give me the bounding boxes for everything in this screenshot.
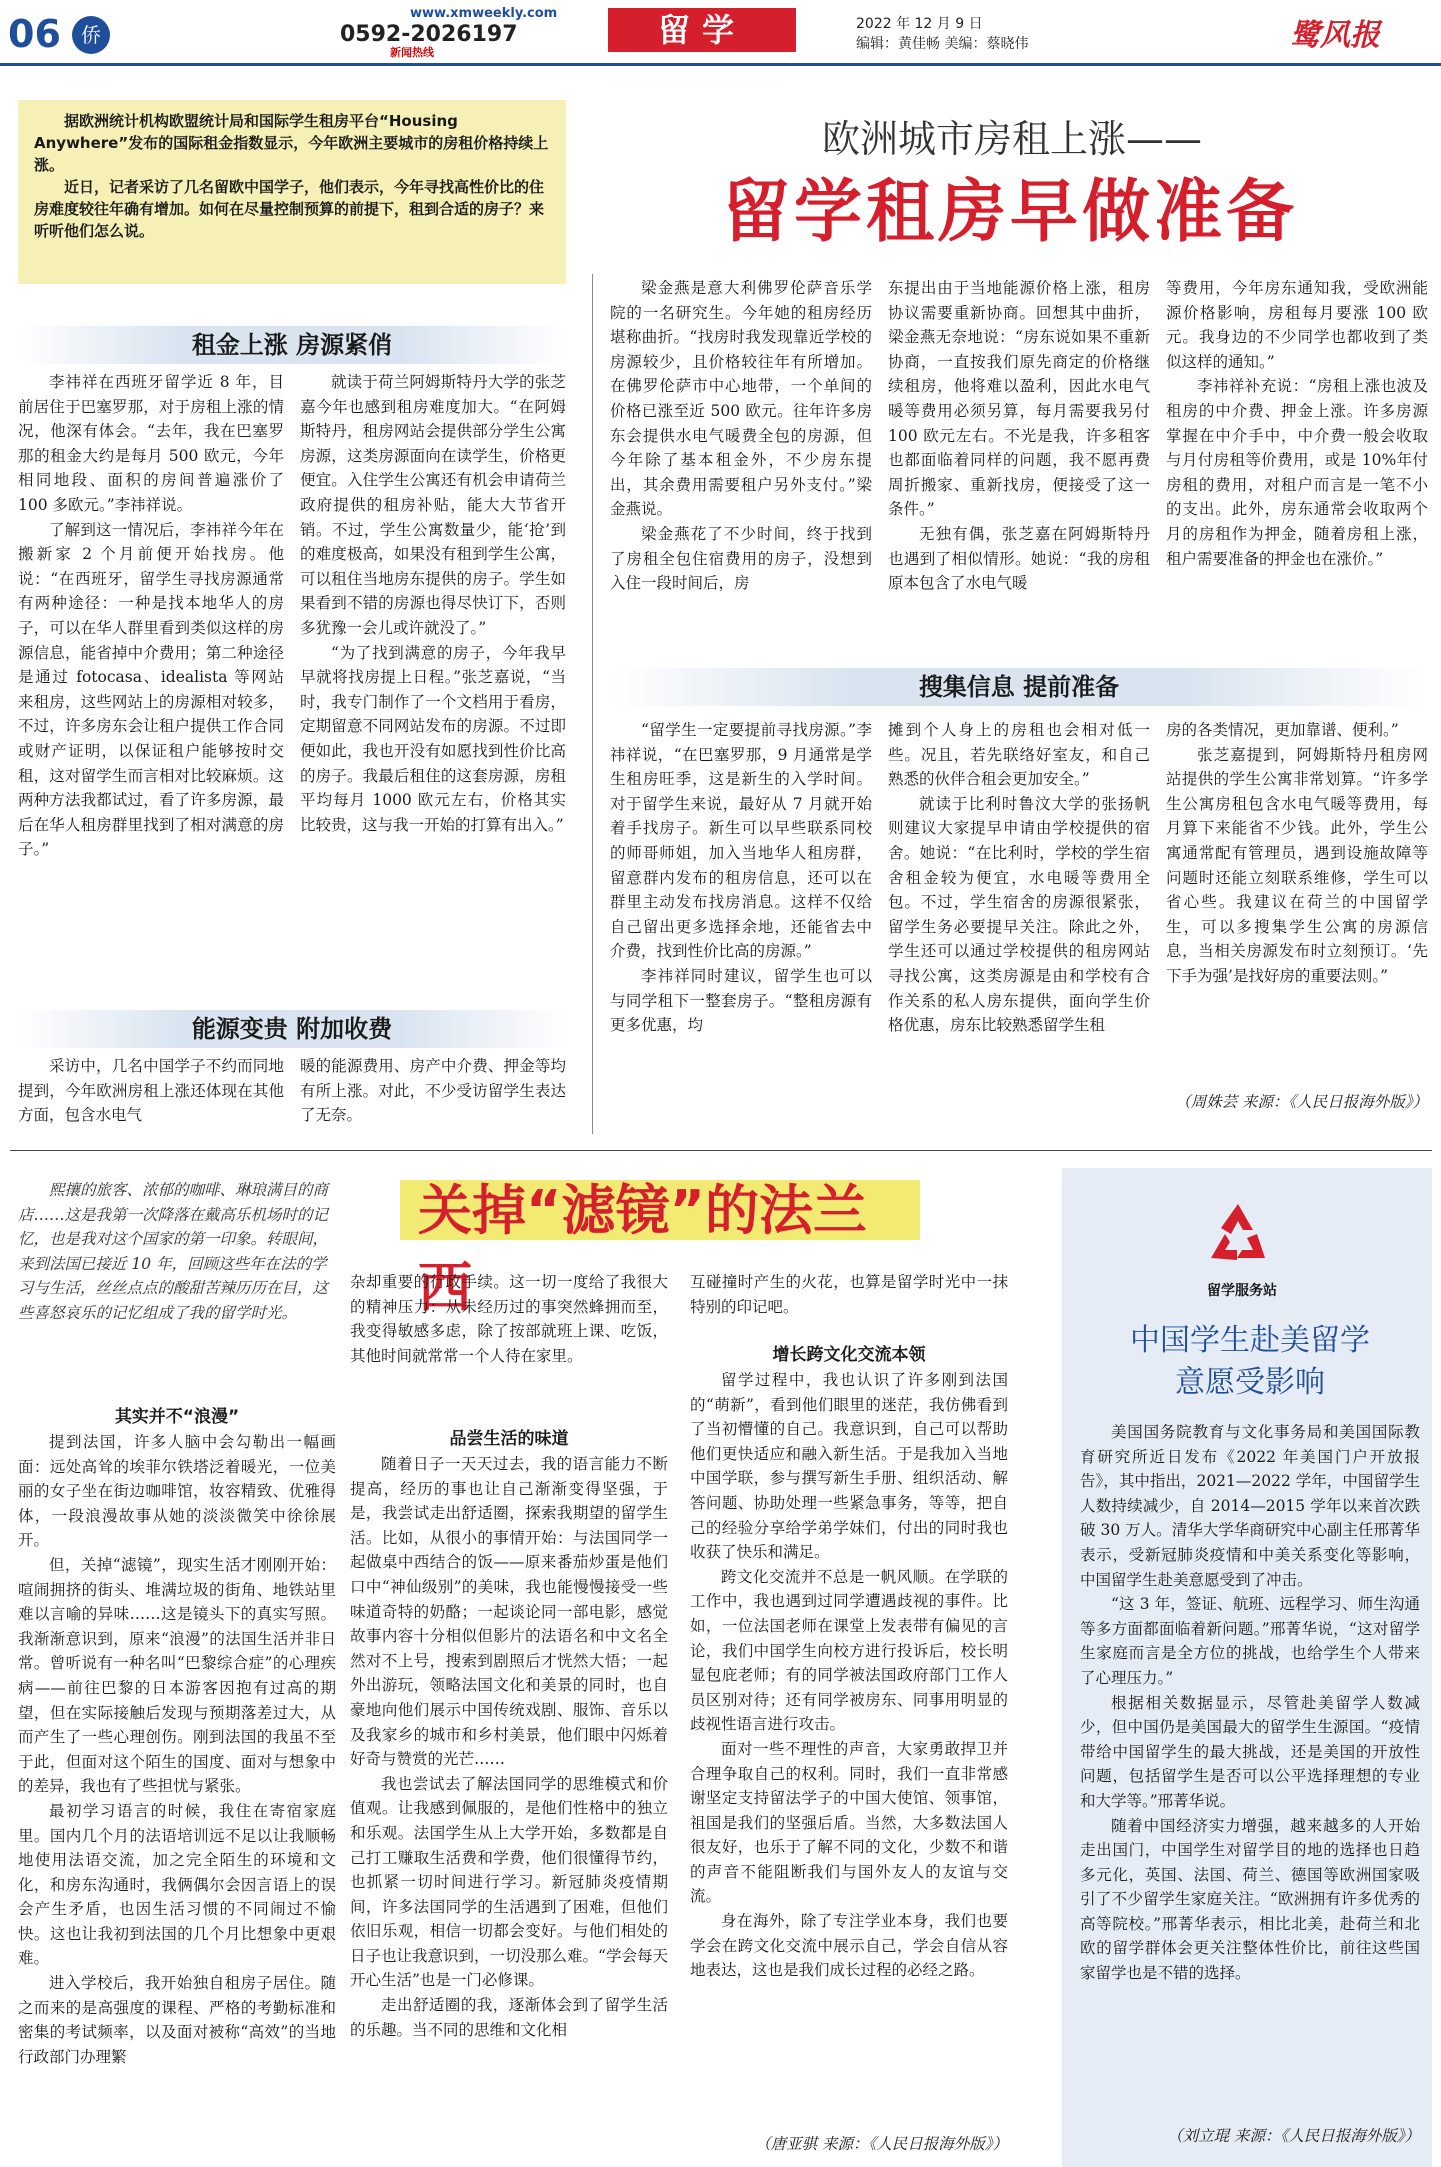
article2-headline: 关掉“滤镜”的法兰西 bbox=[418, 1179, 867, 1319]
sidebar-title-line: 意愿受影响 bbox=[1175, 1365, 1325, 1400]
masthead-logo: 鹭风报 bbox=[1290, 18, 1380, 53]
page-header bbox=[0, 0, 1441, 60]
section-badge: 侨 bbox=[72, 16, 110, 54]
paragraph: 摊到个人身上的房租也会相对低一些。况且，若先联络好室友，和自己熟悉的伙伴合租会更加安全。” bbox=[888, 721, 1150, 789]
website-link[interactable]: www.xmweekly.com bbox=[410, 6, 558, 21]
article1-column bbox=[300, 1054, 566, 1132]
issue-date: 2022 年 12 月 9 日 bbox=[856, 16, 983, 32]
article1-byline: （周姝芸 来源：《人民日报海外版》） bbox=[1175, 1093, 1428, 1111]
paragraph: 等费用，今年房东通知我，受欧洲能源价格影响，房租每月要涨 100 欧元。我身边的不少同学也都收到了类似这样的通知。” bbox=[1166, 279, 1428, 371]
section-title: 留学 bbox=[608, 8, 796, 52]
paragraph: 李祎祥同时建议，留学生也可以与同学租下一整套房子。“整租房源有更多优惠，均 bbox=[610, 966, 872, 1035]
article1-column bbox=[1166, 276, 1428, 648]
paragraph: 就读于荷兰阿姆斯特丹大学的张芝嘉今年也感到租房难度加大。“在阿姆斯特丹，租房网站会提供部分学生公寓房源，这类房源面向在读学生，价格更便宜。入住学生公寓还有机会申请荷兰政府提供的租房补贴，能大大节省开销。不过，学生公寓数量少，能‘抢’到的难度极高，如果没有租到学生公寓，可以租住当地房东提供的房子。学生如果看到不错的房源也得尽快订下，否则多犹豫一会儿或许就没了。” bbox=[300, 373, 566, 637]
sidebar-body bbox=[1080, 1420, 1420, 2122]
paragraph: 随着日子一天天过去，我的语言能力不断提高，经历的事也让自己渐渐变得坚强，于是，我尝试走出舒适圈，探索我期望的留学生活。比如，从很小的事情开始：与法国同学一起做桌中西结合的饭——原来番茄炒蛋是他们口中“神仙级别”的美味，我也能慢慢接受一些味道奇特的奶酪；一起谈论同一部电影，感觉故事内容十分相似但影片的法语名和中文名全然对不上号，搜索到剧照后才恍然大悟；一起外出游玩，领略法国文化和美景的同时，也自豪地向他们展示中国传统戏剧、服饰、音乐以及我家乡的城市和乡村美景，他们眼中闪烁着好奇与赞赏的光芒…… bbox=[350, 1455, 668, 1769]
hotline-number: 0592-2026197 bbox=[340, 22, 518, 47]
subhead-not-romantic: 其实并不“浪漫” bbox=[114, 1407, 240, 1427]
section-rule bbox=[10, 1150, 1432, 1151]
paragraph: 跨文化交流并不总是一帆风顺。在学联的工作中，我也遇到过同学遭遇歧视的事件。比如，一位法国老师在课堂上发表带有偏见的言论，我们中国学生向校方进行投诉后，校长明显包庇老师；有的同学被法国政府部门工作人员区别对待；还有同学被房东、同事用明显的歧视性语言进行攻击。 bbox=[690, 1567, 1008, 1734]
subhead-crossculture: 增长跨文化交流本领 bbox=[772, 1345, 926, 1365]
paragraph: 进入学校后，我开始独自租房子居住。随之而来的是高强度的课程、严格的考勤标准和密集的考试频率，以及面对被称“高效”的当地行政部门办理繁 bbox=[18, 1974, 336, 2066]
paragraph: 提到法国，许多人脑中会勾勒出一幅画面：远处高耸的埃菲尔铁塔泛着暖光，一位美丽的女子坐在街边咖啡馆，妆容精致、优雅得体，一段浪漫故事从她的淡淡微笑中徐徐展开。 bbox=[18, 1433, 336, 1550]
paragraph: 杂却重要的行政手续。这一切一度给了我很大的精神压力：从未经历过的事突然蜂拥而至，我变得敏感多虑，除了按部就班上课、吃饭，其他时间就常常一个人待在家里。 bbox=[350, 1273, 668, 1365]
article1-column bbox=[888, 276, 1150, 648]
article2-intro bbox=[18, 1178, 336, 1326]
subhead-rent-rise: 租金上涨 房源紧俏 bbox=[18, 326, 566, 364]
paragraph: 随着中国经济实力增强，越来越多的人开始走出国门，中国学生对留学目的地的选择也日趋多元化，英国、法国、荷兰、德国等欧洲国家吸引了不少留学生家庭关注。“欧洲拥有许多优秀的高等院校。”邢菁华表示，相比北美，赴荷兰和北欧的留学群体会更关注整体性价比，前往这些国家留学也是不错的选择。 bbox=[1080, 1816, 1420, 1983]
article2-column bbox=[350, 1452, 668, 2162]
paragraph: 东提出由于当地能源价格上涨，租房协议需要重新协商。回想其中曲折，梁金燕无奈地说：“房东说如果不重新协商，一直按我们原先商定的价格继续租房，他将难以盈利，因此水电气暖等费用必须另算，每月需要我另付 100 欧元左右。不光是我，许多租客也都面临着同样的问题，我不愿再费周折搬家、重新找房，便接受了这一条件。” bbox=[888, 279, 1150, 519]
paragraph: 房的各类情况，更加靠谱、便利。” bbox=[1166, 721, 1399, 739]
article1-column bbox=[18, 1054, 284, 1132]
article2-column bbox=[690, 1368, 1008, 2128]
article1-lead bbox=[18, 100, 566, 284]
sidebar-title bbox=[1080, 1320, 1420, 1404]
recycle-icon bbox=[1203, 1200, 1273, 1270]
article1-column bbox=[610, 276, 872, 648]
paragraph: 最初学习语言的时候，我住在寄宿家庭里。国内几个月的法语培训远不足以让我顺畅地使用法语交流，加之完全陌生的环境和文化，和房东沟通时，我俩偶尔会因言语上的误会产生矛盾，也因生活习惯的不同闹过不愉快。这也让我初到法国的几个月比想象中更艰难。 bbox=[18, 1801, 336, 1968]
article2-column bbox=[18, 1430, 336, 2162]
paragraph: 根据相关数据显示，尽管赴美留学人数减少，但中国仍是美国最大的留学生生源国。“疫情带给中国留学生的最大挑战，还是美国的开放性问题，包括留学生是否可以公平选择理想的专业和大学等。”邢菁华说。 bbox=[1080, 1693, 1420, 1810]
paragraph: 我也尝试去了解法国同学的思维模式和价值观。让我感到佩服的，是他们性格中的独立和乐观。法国学生从上大学开始，多数都是自己打工赚取生活费和学费，他们很懂得节约，也抓紧一切时间进行学习。新冠肺炎疫情期间，许多法国同学的生活遇到了困难，但他们依旧乐观，相信一切都会变好。与他们相处的日子也让我意识到，一切没那么难。“学会每天开心生活”也是一门必修课。 bbox=[350, 1774, 668, 1990]
paragraph: “这 3 年，签证、航班、远程学习、师生沟通等多方面都面临着新问题。”邢菁华说，“这对留学生家庭而言是全方位的挑战，也给学生个人带来了心理压力。” bbox=[1080, 1595, 1420, 1687]
paragraph: 无独有偶，张芝嘉在阿姆斯特丹也遇到了相似情形。她说：“我的房租原本包含了水电气暖 bbox=[888, 524, 1150, 593]
paragraph: 了解到这一情况后，李祎祥今年在搬新家 2 个月前便开始找房。他说：“在西班牙，留学生寻找房源通常有两种途径：一种是找本地华人的房子，可以在华人群里看到类似这样的房源信息，能省掉中介费用；第二种途径是通过 fotocasa、idealista 等网站来租房，这些网站上的房源相对较多，不过，许多房东会让租户提供工作合同或财产证明，以保证租户能够按时交租，这对留学生而言相对比较麻烦。这两种方法我都试过，看了许多房源，最后在华人租房群里找到了相对满意的房子。” bbox=[18, 520, 284, 859]
article1-headline: 留学租房早做准备 bbox=[722, 173, 1299, 252]
paragraph: 采访中，几名中国学子不约而同地提到，今年欧洲房租上涨还体现在其他方面，包含水电气 bbox=[18, 1057, 284, 1125]
paragraph: 梁金燕是意大利佛罗伦萨音乐学院的一名研究生。今年她的租房经历堪称曲折。“找房时我发现靠近学校的房源较少，且价格较往年有所增加。在佛罗伦萨市中心地带，一个单间的价格已涨至近 500 欧元。往年许多房东会提供水电气暖费全包的房源，但今年除了基本租金外，不少房东提出，其余费用需要租户另外支付。”梁金燕说。 bbox=[610, 279, 872, 519]
page-number: 06 bbox=[8, 12, 61, 56]
article1-column bbox=[888, 718, 1150, 1136]
editors: 编辑：黄佳畅 美编：蔡晓伟 bbox=[856, 36, 1029, 52]
article1-column bbox=[1166, 718, 1428, 1088]
lead-paragraph: 近日，记者采访了几名留欧中国学子，他们表示，今年寻找高性价比的住房难度较往年确有增加。如何在尽量控制预算的前提下，租到合适的房子？来听听他们怎么说。 bbox=[34, 178, 545, 240]
paragraph: 但，关掉“滤镜”，现实生活才刚刚开始：喧闹拥挤的街头、堆满垃圾的街角、地铁站里难以言喻的异味……这是镜头下的真实写照。我渐渐意识到，原来“浪漫”的法国生活并非日常。曾听说有一种名叫“巴黎综合症”的心理疾病——前往巴黎的日本游客因抱有过高的期望，但在实际接触后发现与预期落差过大，从而产生了一些心理创伤。刚到法国的我虽不至于此，但面对这个陌生的国度、面对与想象中的差异，我也有了些担忧与紧张。 bbox=[18, 1555, 336, 1796]
article2-byline: （唐亚骐 来源：《人民日报海外版》） bbox=[755, 2135, 1008, 2153]
paragraph: 面对一些不理性的声音，大家勇敢捍卫并合理争取自己的权利。同时，我们一直非常感谢坚定支持留法学子的中国大使馆、领事馆，祖国是我们的坚强后盾。当然，大多数法国人很友好，也乐于了解不同的文化，少数不和谐的声音不能阻断我们与国外友人的友谊与交流。 bbox=[690, 1739, 1008, 1906]
article2-column bbox=[350, 1270, 668, 1370]
intro-paragraph: 熙攘的旅客、浓郁的咖啡、琳琅满目的商店……这是我第一次降落在戴高乐机场时的记忆，也是我对这个国家的第一印象。转眼间，来到法国已接近 10 年，回顾这些年在法的学习与生活，丝丝点点的酸甜苦辣历历在目，这些喜怒哀乐的记忆组成了我的留学时光。 bbox=[18, 1181, 329, 1322]
paragraph: “留学生一定要提前寻找房源。”李祎祥说，“在巴塞罗那，9 月通常是学生租房旺季，这是新生的入学时间。对于留学生来说，最好从 7 月就开始着手找房子。新生可以早些联系同校的师哥师姐，加入当地华人租房群，留意群内发布的租房信息，还可以在群里主动发布找房消息。这样不仅给自己留出更多选择余地，还能省去中介费，找到性价比高的房源。” bbox=[610, 721, 872, 961]
subhead-energy-cost: 能源变贵 附加收费 bbox=[18, 1010, 566, 1048]
subhead-gather-info: 搜集信息 提前准备 bbox=[610, 668, 1428, 706]
article2-column bbox=[690, 1270, 1008, 1322]
article1-column bbox=[610, 718, 872, 1136]
paragraph: 留学过程中，我也认识了许多刚到法国的“萌新”，看到他们眼里的迷茫，我仿佛看到了当初懵懂的自己。我意识到，自己可以帮助他们更快适应和融入新生活。于是我加入当地中国学联，参与撰写新生手册、组织活动、解答问题、协助处理一些紧急事务，等等，把自己的经验分享给学弟学妹们，付出的同时我也收获了快乐和满足。 bbox=[690, 1371, 1008, 1562]
hotline-block bbox=[330, 6, 590, 59]
paragraph: 身在海外，除了专注学业本身，我们也要学会在跨文化交流中展示自己，学会自信从容地表达，这也是我们成长过程的必经之路。 bbox=[690, 1912, 1008, 1980]
paragraph: 梁金燕花了不少时间，终于找到了房租全包住宿费用的房子，没想到入住一段时间后，房 bbox=[610, 524, 872, 593]
station-label: 留学服务站 bbox=[1207, 1283, 1277, 1299]
paragraph: 暖的能源费用、房产中介费、押金等均有所上涨。对此，不少受访留学生表达了无奈。 bbox=[300, 1057, 566, 1125]
lead-paragraph: 据欧洲统计机构欧盟统计局和国际学生租房平台“Housing Anywhere”发布的国际租金指数显示，今年欧洲主要城市的房租价格持续上涨。 bbox=[34, 112, 549, 174]
article1-column bbox=[18, 370, 284, 998]
dateline bbox=[856, 14, 1028, 54]
sidebar-title-line: 中国学生赴美留学 bbox=[1130, 1323, 1370, 1358]
paragraph: 张芝嘉提到，阿姆斯特丹租房网站提供的学生公寓非常划算。“许多学生公寓房租包含水电气暖等费用，每月算下来能省不少钱。此外，学生公寓通常配有管理员，遇到设施故障等问题时还能立刻联系维修，学生可以省心些。我建议在荷兰的中国留学生，可以多搜集学生公寓的房源信息，当相关房源发布时立刻预订。‘先下手为强’是找好房的重要法则。” bbox=[1166, 745, 1428, 985]
article1-column bbox=[300, 370, 566, 998]
paragraph: 走出舒适圈的我，逐渐体会到了留学生活的乐趣。当不同的思维和文化相 bbox=[350, 1996, 668, 2039]
column-divider bbox=[592, 274, 593, 1134]
header-rule bbox=[0, 63, 1441, 66]
paragraph: 李祎祥补充说：“房租上涨也波及租房的中介费、押金上涨。许多房源掌握在中介手中，中介费一般会收取与月付房租等价费用，或是 10%年付房租的费用，对租户而言是一笔不小的支出。此外，房东通常会收取两个月的房租作为押金，随着房租上涨，租户需要准备的押金也在涨价。” bbox=[1166, 377, 1428, 568]
paragraph: 美国国务院教育与文化事务局和美国国际教育研究所近日发布《2022 年美国门户开放报告》，其中指出，2021—2022 学年，中国留学生人数持续减少，自 2014—2015 学年以来首次跌破 30 万人。清华大学华商研究中心副主任邢菁华表示，受新冠肺炎疫情和中美关系变化等影响，中国留学生赴美意愿受到了冲击。 bbox=[1080, 1423, 1420, 1589]
article1-kicker: 欧洲城市房租上涨—— bbox=[822, 117, 1203, 161]
subhead-taste-life: 品尝生活的味道 bbox=[449, 1429, 569, 1449]
paragraph: 李祎祥在西班牙留学近 8 年，目前居住于巴塞罗那，对于房租上涨的情况，他深有体会。“去年，我在巴塞罗那的租金大约是每月 500 欧元，今年相同地段、面积的房间普遍涨价了 100 多欧元。”李祎祥说。 bbox=[18, 373, 284, 514]
sidebar-byline: （刘立琨 来源：《人民日报海外版》） bbox=[1167, 2127, 1420, 2145]
paragraph: 互碰撞时产生的火花，也算是留学时光中一抹特别的印记吧。 bbox=[690, 1273, 1008, 1316]
hotline-tag: 新闻热线 bbox=[390, 46, 434, 59]
paragraph: “为了找到满意的房子，今年我早早就将找房提上日程。”张芝嘉说，“当时，我专门制作了一个文档用于看房，定期留意不同网站发布的房源。不过即便如此，我也开没有如愿找到性价比高的房子。我最后租住的这套房源，房租平均每月 1000 欧元左右，价格其实比较贵，这与我一开始的打算有出入。” bbox=[300, 643, 566, 834]
paragraph: 就读于比利时鲁汶大学的张扬帆则建议大家提早申请由学校提供的宿舍。她说：“在比利时，学校的学生宿舍租金较为便宜，水电暖等费用全包。不过，学生宿舍的房源很紧张，留学生务必要提早关注。除此之外，学生还可以通过学校提供的租房网站寻找公寓，这类房源是由和学校有合作关系的私人房东提供，面向学生价格优惠，房东比较熟悉留学生租 bbox=[888, 794, 1150, 1035]
